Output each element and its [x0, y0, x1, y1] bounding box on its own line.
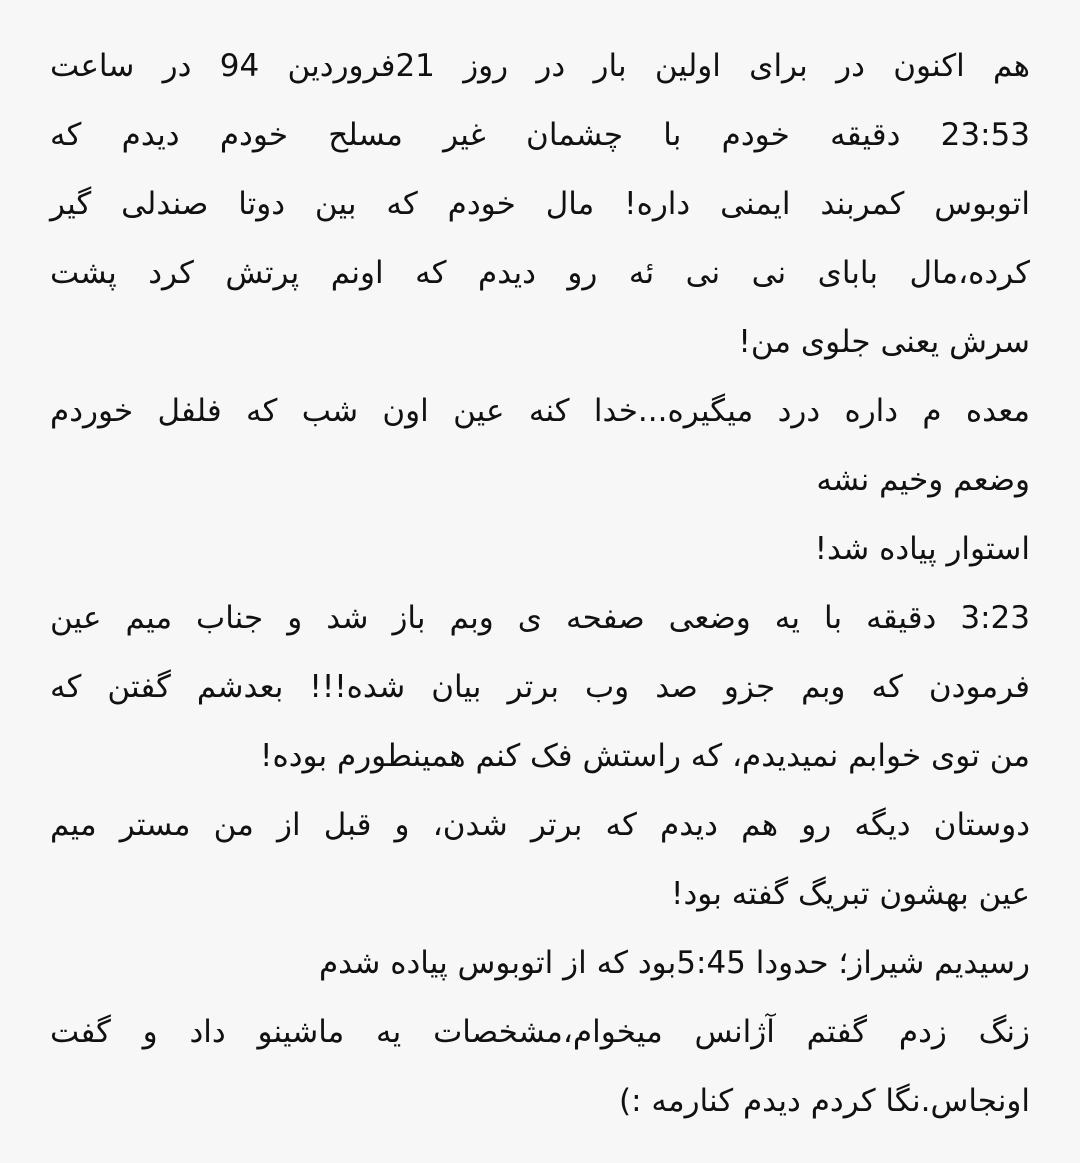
text-line-15: زنگ زدم گفتم آژانس میخوام،مشخصات یه ماشینو داد و گفت — [50, 1014, 1030, 1050]
text-line-13: عین بهشون تبریگ گفته بود! — [671, 876, 1030, 912]
text-line-14: رسیدیم شیراز؛ حدودا 5:45بود که از اتوبوس پیاده شدم — [318, 945, 1030, 981]
text-line-6: معده م داره درد میگیره...خدا کنه عین اون شب که فلفل خوردم — [50, 393, 1030, 429]
text-line-11: من توی خوابم نمیدیدم، که راستش فک کنم همینطورم بوده! — [260, 738, 1030, 774]
text-line-7: وضعم وخیم نشه — [816, 462, 1030, 498]
text-line-16: اونجاس.نگا کردم دیدم کنارمه :) — [618, 1083, 1030, 1119]
text-line-10: فرمودن که وبم جزو صد وب برتر بیان شده!!! بعدشم گفتن که — [50, 669, 1030, 705]
text-line-4: کرده،مال بابای نی نی ئه رو دیدم که اونم پرتش کرد پشت — [50, 255, 1030, 291]
text-line-5: سرش یعنی جلوی من! — [738, 324, 1030, 360]
text-line-2: 23:53 دقیقه خودم با چشمان غیر مسلح خودم دیدم که — [50, 117, 1030, 153]
text-line-1: هم اکنون در برای اولین بار در روز 21فروردین 94 در ساعت — [50, 48, 1030, 84]
text-line-3: اتوبوس کمربند ایمنی داره! مال خودم که بین دوتا صندلی گیر — [50, 186, 1030, 222]
text-line-8: استوار پیاده شد! — [814, 531, 1030, 567]
text-line-12: دوستان دیگه رو هم دیدم که برتر شدن، و قبل از من مستر میم — [50, 807, 1030, 843]
text-line-9: 3:23 دقیقه با یه وضعی صفحه ی وبم باز شد و جناب میم عین — [50, 600, 1030, 636]
